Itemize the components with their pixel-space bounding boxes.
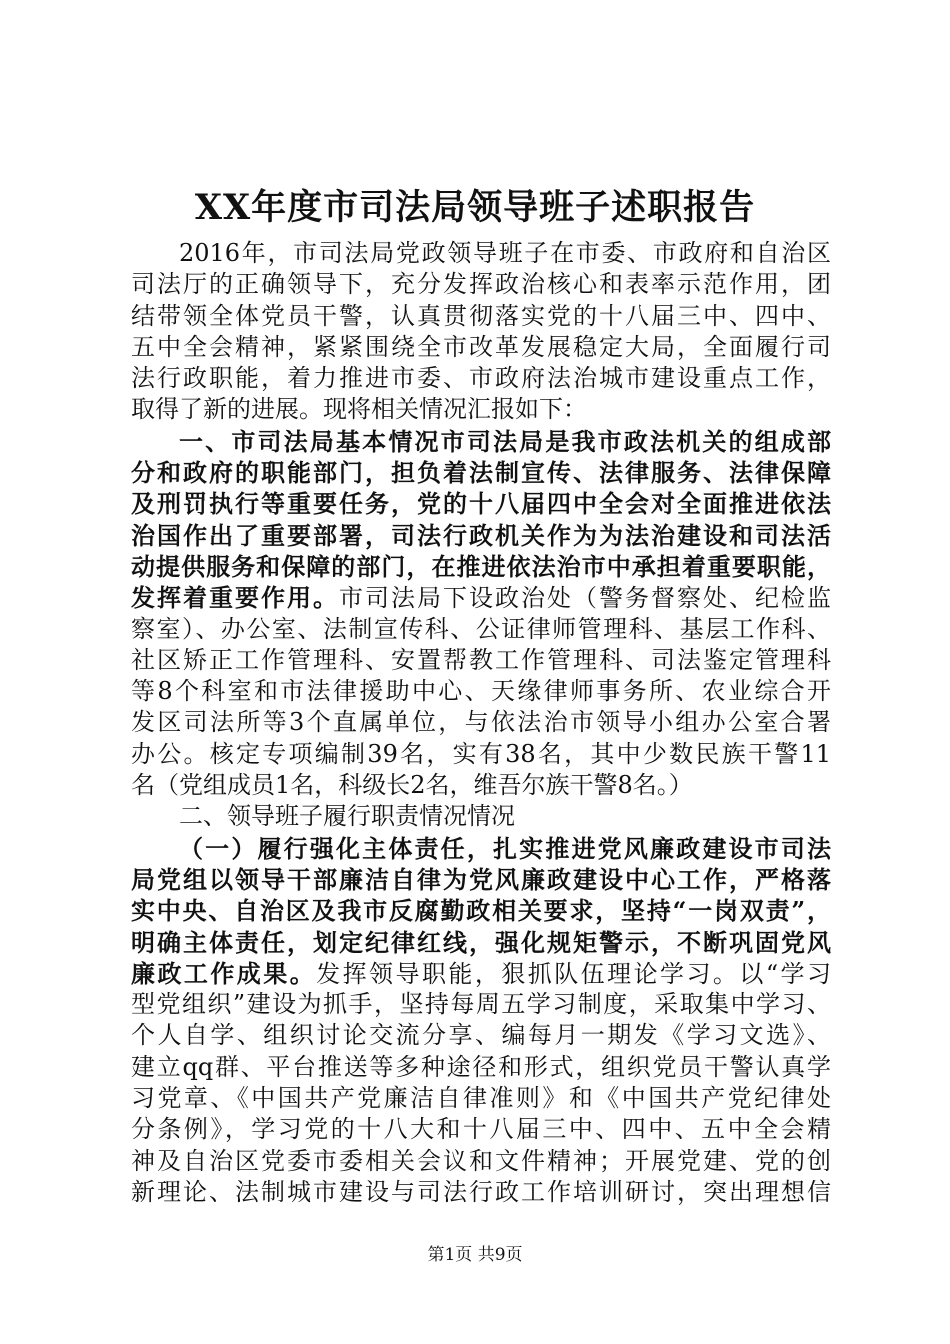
text-line: 新理论、法制城市建设与司法行政工作培训研讨，突出理想信 <box>131 1177 831 1206</box>
text-line: 个人自学、组织讨论交流分享、编每月一期发《学习文选》、 <box>131 1021 831 1050</box>
regular-text: 市司法局下设政治处（警务督察处、纪检监 <box>339 584 831 613</box>
bold-text: 廉政工作成果。 <box>131 958 317 988</box>
text-line: 明确主体责任，划定纪律红线，强化规矩警示，不断巩固党风 <box>131 927 831 957</box>
text-line: 动提供服务和保障的部门，在推进依法治市中承担着重要职能， <box>131 551 831 581</box>
text-line: 结带领全体党员干警，认真贯彻落实党的十八届三中、四中、 <box>131 301 831 330</box>
text-line: 神及自治区党委市委相关会议和文件精神；开展党建、党的创 <box>131 1146 831 1175</box>
text-line: 等8个科室和市法律援助中心、天缘律师事务所、农业综合开 <box>131 677 831 706</box>
text-line: 察室）、办公室、法制宣传科、公证律师管理科、基层工作科、 <box>131 614 831 643</box>
regular-text: 发挥领导职能，狠抓队伍理论学习。以“学习 <box>316 959 831 988</box>
text-line: 法行政职能，着力推进市委、市政府法治城市建设重点工作， <box>131 364 831 393</box>
page-footer: 第1页 共9页 <box>427 1245 523 1265</box>
text-line: 治国作出了重要部署，司法行政机关作为为法治建设和司法活 <box>131 520 831 550</box>
text-line: 2016年，市司法局党政领导班子在市委、市政府和自治区 <box>179 239 831 267</box>
document-body <box>131 238 831 1208</box>
text-line: 五中全会精神，紧紧围绕全市改革发展稳定大局，全面履行司 <box>131 332 831 361</box>
text-line: （一）履行强化主体责任，扎实推进党风廉政建设市司法 <box>179 833 831 863</box>
text-line: 实中央、自治区及我市反腐勤政相关要求，坚持“一岗双责”， <box>131 896 831 926</box>
text-line: 社区矫正工作管理科、安置帮教工作管理科、司法鉴定管理科 <box>131 645 831 674</box>
text-line: 局党组以领导干部廉洁自律为党风廉政建设中心工作，严格落 <box>131 864 831 894</box>
text-line: 二、领导班子履行职责情况情况 <box>179 802 515 831</box>
text-line <box>131 958 831 989</box>
text-line: 名（党组成员1名，科级长2名，维吾尔族干警8名。） <box>131 771 693 800</box>
document-title: XX年度市司法局领导班子述职报告 <box>194 187 756 228</box>
text-line: 一、市司法局基本情况市司法局是我市政法机关的组成部 <box>179 426 831 456</box>
text-line: 分和政府的职能部门，担负着法制宣传、法律服务、法律保障 <box>131 458 831 488</box>
text-line <box>131 582 831 613</box>
text-line: 司法厅的正确领导下，充分发挥政治核心和表率示范作用，团 <box>131 270 831 299</box>
text-line: 发区司法所等3个直属单位，与依法治市领导小组办公室合署 <box>131 708 831 737</box>
text-line: 型党组织”建设为抓手，坚持每周五学习制度，采取集中学习、 <box>131 990 831 1019</box>
text-line: 及刑罚执行等重要任务，党的十八届四中全会对全面推进依法 <box>131 489 831 519</box>
bold-text: 发挥着重要作用。 <box>131 583 339 613</box>
text-line: 建立qq群、平台推送等多种途径和形式，组织党员干警认真学 <box>131 1052 831 1081</box>
text-line: 习党章、《中国共产党廉洁自律准则》和《中国共产党纪律处 <box>131 1084 831 1113</box>
text-line: 分条例》，学习党的十八大和十八届三中、四中、五中全会精 <box>131 1115 831 1144</box>
text-line: 取得了新的进展。现将相关情况汇报如下： <box>131 395 587 424</box>
text-line: 办公。核定专项编制39名，实有38名，其中少数民族干警11 <box>131 739 831 768</box>
